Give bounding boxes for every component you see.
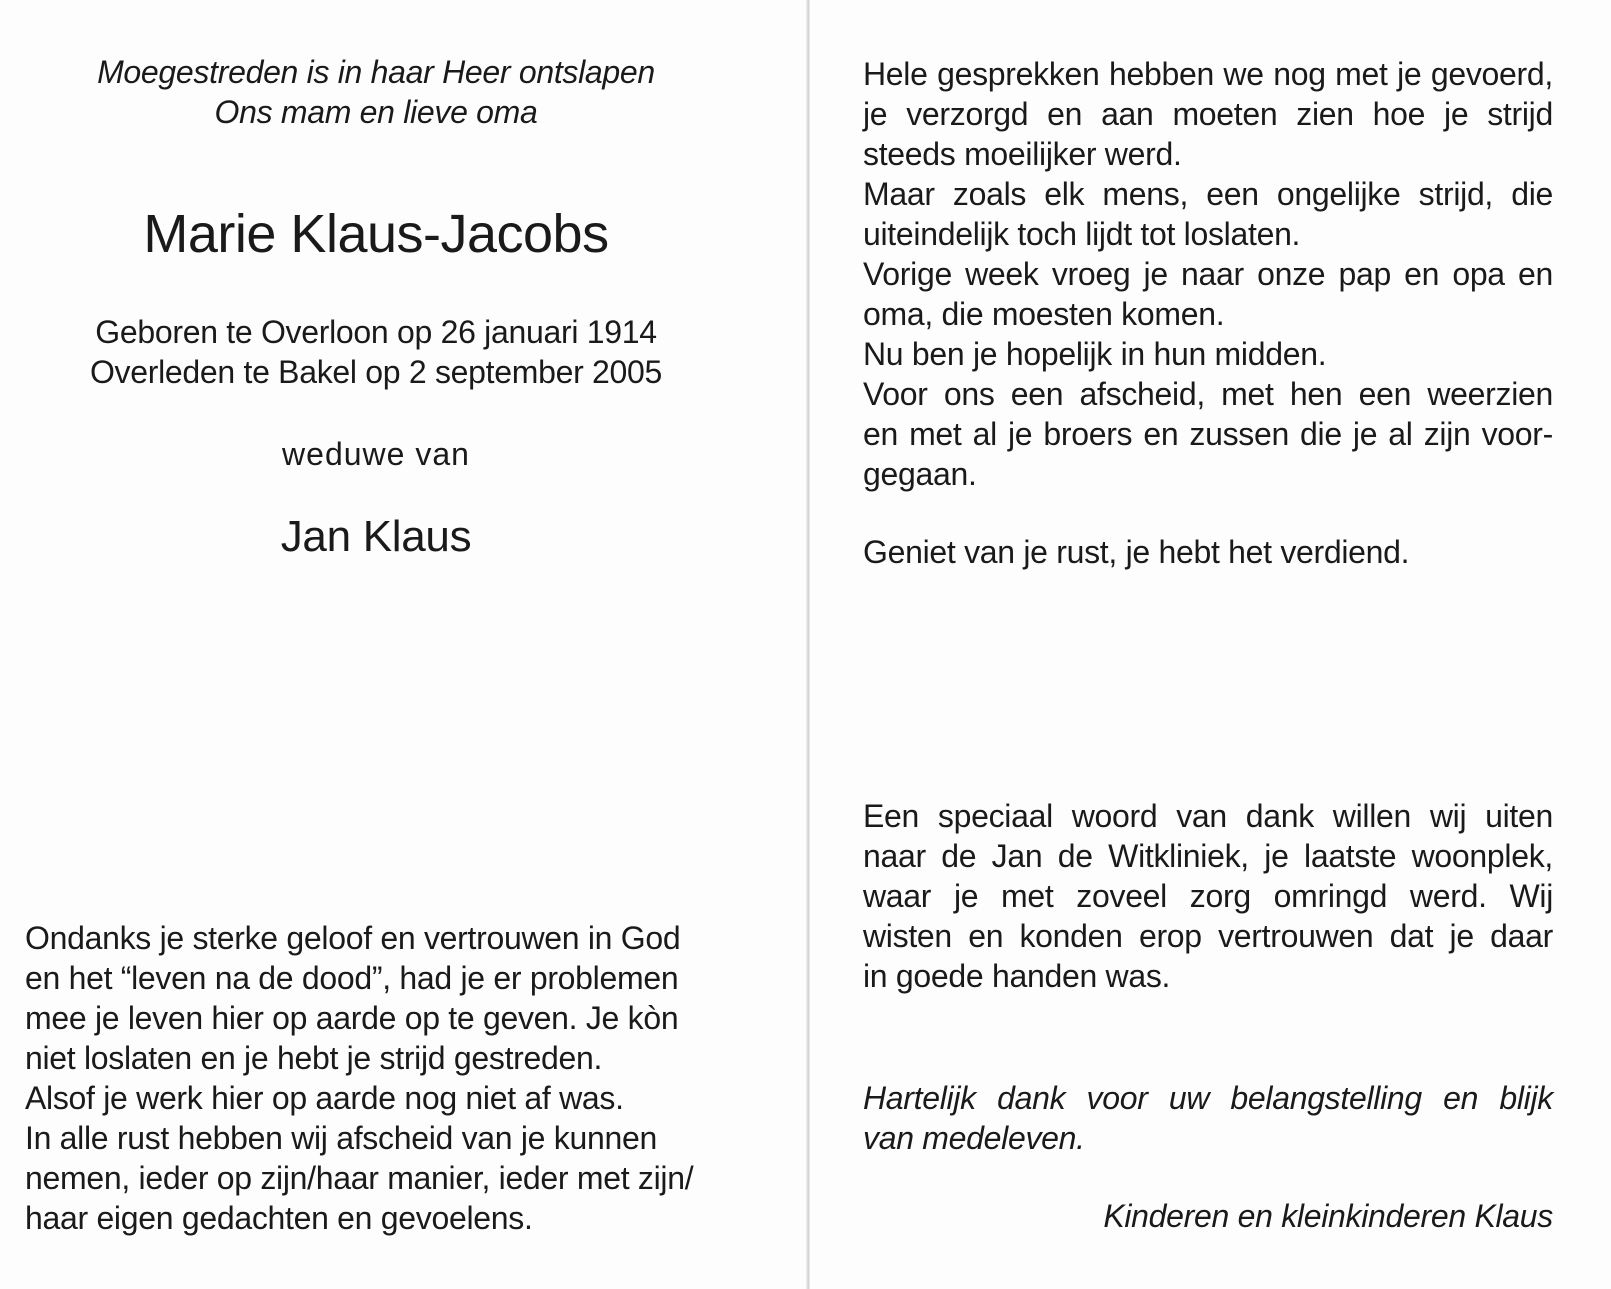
- widow-of-label: weduwe van: [282, 436, 470, 472]
- right-paragraph-line: gegaan.: [863, 456, 977, 492]
- left-paragraph-line: Ondanks je sterke geloof en vertrouwen in God: [25, 920, 681, 956]
- right-paragraph-line: en met al je broers en zussen die je al zijn voor-: [863, 416, 1553, 452]
- birth-line: Geboren te Overloon op 26 januari 1914: [95, 314, 657, 350]
- right-paragraph-line: je verzorgd en aan moeten zien hoe je strijd: [863, 96, 1553, 132]
- left-paragraph-line: Alsof je werk hier op aarde nog niet af was.: [25, 1080, 624, 1116]
- left-paragraph-line: nemen, ieder op zijn/haar manier, ieder met zijn/: [25, 1160, 694, 1196]
- death-line: Overleden te Bakel op 2 september 2005: [89, 354, 663, 390]
- gratitude-line: van medeleven.: [863, 1120, 1085, 1156]
- right-paragraph-line: oma, die moesten komen.: [863, 296, 1225, 332]
- thanks-paragraph-line: waar je met zoveel zorg omringd werd. Wij: [863, 878, 1553, 914]
- left-paragraph-line: en het “leven na de dood”, had je er problemen: [25, 960, 679, 996]
- spouse-name: Jan Klaus: [280, 512, 472, 561]
- right-paragraph-line: uiteindelijk toch lijdt tot loslaten.: [863, 216, 1301, 252]
- left-paragraph-line: haar eigen gedachten en gevoelens.: [25, 1200, 533, 1236]
- opening-line-1: Moegestreden is in haar Heer ontslapen: [97, 54, 655, 90]
- right-panel: [810, 0, 1611, 1289]
- opening-line-2: Ons mam en lieve oma: [214, 94, 538, 130]
- right-paragraph-line: steeds moeilijker werd.: [863, 136, 1182, 172]
- left-paragraph-line: In alle rust hebben wij afscheid van je kunnen: [25, 1120, 657, 1156]
- right-paragraph-line: Voor ons een afscheid, met hen een weerzien: [863, 376, 1553, 412]
- thanks-paragraph-line: naar de Jan de Witkliniek, je laatste woonplek,: [863, 838, 1553, 874]
- right-paragraph-line: Nu ben je hopelijk in hun midden.: [863, 336, 1327, 372]
- right-paragraph-line: Maar zoals elk mens, een ongelijke strijd, die: [863, 176, 1553, 212]
- left-paragraph-line: niet loslaten en je hebt je strijd gestreden.: [25, 1040, 603, 1076]
- closing-line: Geniet van je rust, je hebt het verdiend.: [863, 534, 1410, 570]
- thanks-paragraph-line: in goede handen was.: [863, 958, 1171, 994]
- family-signature: Kinderen en kleinkinderen Klaus: [1103, 1198, 1553, 1234]
- thanks-paragraph-line: Een speciaal woord van dank willen wij uiten: [863, 798, 1553, 834]
- deceased-name: Marie Klaus-Jacobs: [143, 204, 609, 264]
- right-paragraph-line: Vorige week vroeg je naar onze pap en opa en: [863, 256, 1553, 292]
- gratitude-line: Hartelijk dank voor uw belangstelling en blijk: [863, 1080, 1553, 1116]
- thanks-paragraph-line: wisten en konden erop vertrouwen dat je daar: [863, 918, 1553, 954]
- left-paragraph-line: mee je leven hier op aarde op te geven. Je kòn: [25, 1000, 679, 1036]
- right-paragraph-line: Hele gesprekken hebben we nog met je gevoerd,: [863, 56, 1553, 92]
